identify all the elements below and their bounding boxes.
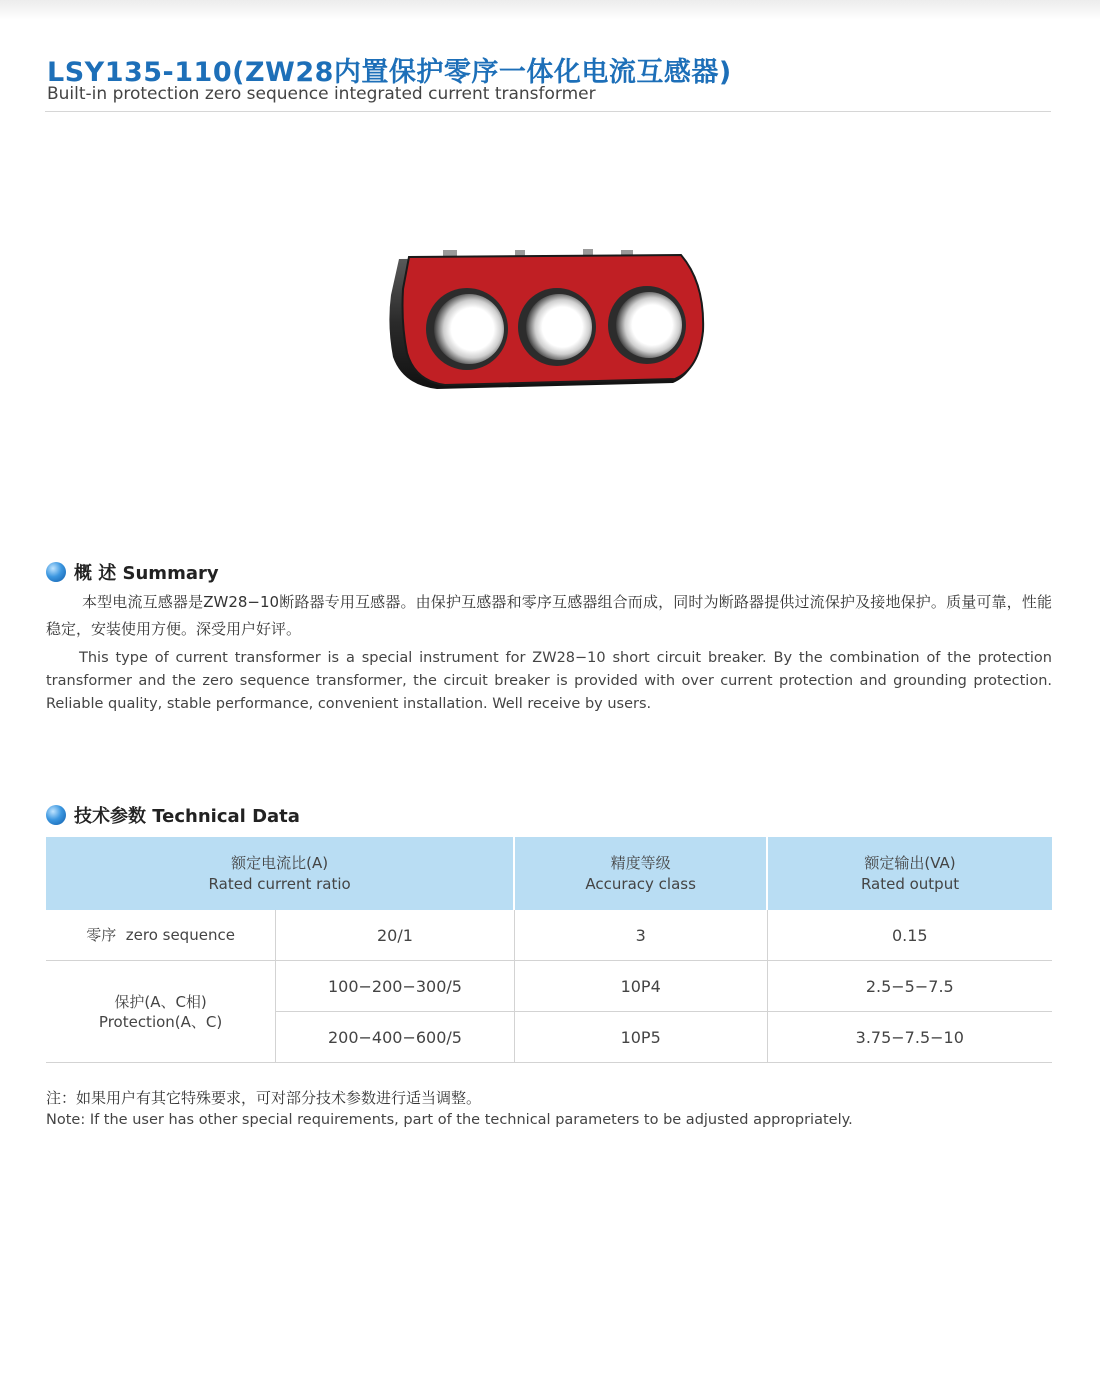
cell-ratio: 20/1 [276,910,515,961]
conductor-hole [426,288,508,370]
table-row [46,961,1052,1012]
row-label-zero-sequence: 零序 zero sequence [46,910,276,961]
header-accuracy-class: 精度等级 Accuracy class [514,837,767,910]
conductor-hole [608,286,686,364]
cell-accuracy: 3 [514,910,767,961]
page-subtitle: Built-in protection zero sequence integrated current transformer [47,84,596,104]
header-divider [45,111,1051,112]
summary-cn-text: 本型电流互感器是ZW28−10断路器专用互感器。由保护互感器和零序互感器组合而成，同时为断路器提供过流保护及接地保护。质量可靠，性能稳定，安装使用方便。深受用户好评。 [46,593,1052,638]
blue-sphere-bullet-icon [46,805,66,825]
cell-accuracy: 10P4 [514,961,767,1012]
summary-en-text: This type of current transformer is a special instrument for ZW28−10 short circuit breaker. By the combination of the protection transformer and the zero sequence transformer, the circuit breaker is provided with over current protection and grounding protection. Reliable quality, stable performance, convenient installation. Well receive by users. [46,650,1052,712]
blue-sphere-bullet-icon [46,562,66,582]
technical-heading-text: 技术参数 Technical Data [74,806,300,827]
note-cn: 注：如果用户有其它特殊要求，可对部分技术参数进行适当调整。 [46,1089,482,1107]
row-label-protection: 保护(A、C相) Protection(A、C) [46,961,276,1063]
summary-heading-text: 概 述 Summary [74,563,219,584]
cell-ratio: 200−400−600/5 [276,1012,515,1063]
cell-output: 0.15 [767,910,1052,961]
cell-ratio: 100−200−300/5 [276,961,515,1012]
header-rated-current-ratio: 额定电流比(A) Rated current ratio [46,837,514,910]
technical-data-table [46,837,1052,1063]
summary-heading [46,559,219,585]
note-en: Note: If the user has other special requirements, part of the technical parameters to be adjusted appropriately. [46,1112,853,1128]
technical-heading [46,802,300,828]
table-row [46,910,1052,961]
transformer-product-image [385,245,710,395]
cell-output: 2.5−5−7.5 [767,961,1052,1012]
top-shadow [0,0,1100,20]
terminal [443,250,457,256]
page-title: LSY135-110(ZW28内置保护零序一体化电流互感器) [47,57,732,88]
cell-accuracy: 10P5 [514,1012,767,1063]
table-header-row [46,837,1052,910]
conductor-hole [518,288,596,366]
cell-output: 3.75−7.5−10 [767,1012,1052,1063]
terminal [515,250,525,256]
header-rated-output: 额定输出(VA) Rated output [767,837,1052,910]
